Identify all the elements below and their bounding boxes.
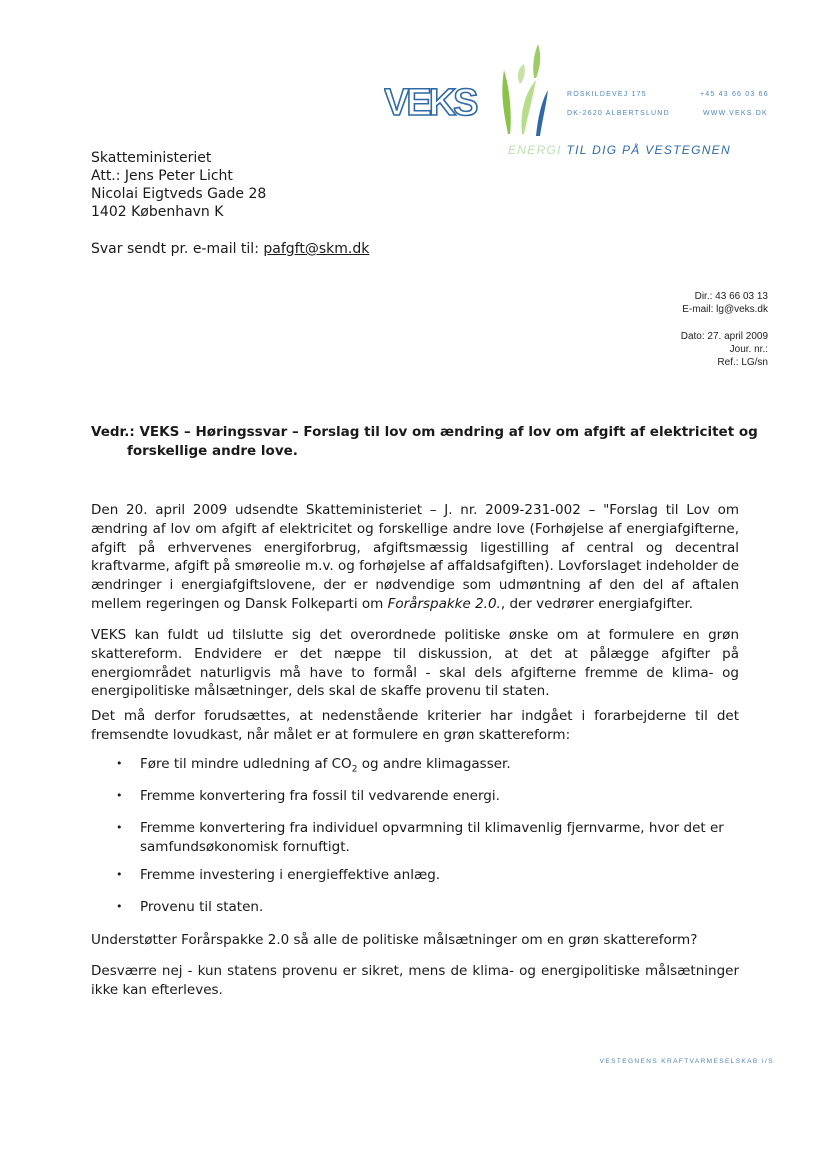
list-item [91,898,739,917]
recipient-street: Nicolai Eigtveds Gade 28 [91,186,267,202]
address-line-1: ROSKILDEVEJ 175 [567,91,647,98]
website: WWW.VEKS.DK [703,110,768,117]
footer-company-name: VESTEGNENS KRAFTVARMESELSKAB I/S [599,1058,774,1065]
recipient-city: 1402 København K [91,204,224,220]
bullet-1-text-a: Føre til mindre udledning af CO [140,756,352,772]
list-item [91,866,739,885]
recipient-name: Skatteministeriet [91,150,212,166]
list-item [91,819,739,857]
paragraph-1-start: Den 20. april 2009 udsendte Skatteministeriet – J. nr. 2009-231-002 – "Forslag til Lov om ændring af lov om afgift af elektricitet og forskellige andre love (Forhøjelse af energiafgifterne, afgift på erhvervenes energiforbrug, afgiftsmæssig ligestilling af central og decentral kraftvarme, afgift på smøreolie m.v. og forhøjelse af affaldsafgiften). Lovforslaget indeholder de ændringer i energiafgiftslovene, der er nødvendige som udmøntning af den del af aftalen mellem regeringen og Dansk Folkeparti om [91,502,739,612]
bullet-icon: • [116,900,123,913]
paragraph-3: Det må derfor forudsættes, at nedenstående kriterier har indgået i forarbejderne til det fremsendte lovudkast, når målet er at formulere en grøn skattereform: [91,708,739,743]
sender-email: E-mail: lg@veks.dk [682,304,768,315]
bullet-icon: • [116,789,123,802]
bullet-1-text-b: og andre klimagasser. [357,756,511,772]
paragraph-2: VEKS kan fuldt ud tilslutte sig det overordnede politiske ønske om at formulere en grøn skattereform. Endvidere er det næppe til diskussion, at det at pålægge afgifter på energiområdet naturligvis må have to formål - skal dels afgifterne fremme de klima- og energipolitiske målsætninger, dels skal de skaffe provenu til staten. [91,627,739,700]
recipient-attention: Att.: Jens Peter Licht [91,168,233,184]
bullet-icon: • [116,757,123,770]
paragraph-1-italic: Forårspakke 2.0. [387,595,501,612]
bullet-1-subscript: 2 [351,764,358,775]
paragraph-1-end: , der vedrører energiafgifter. [500,595,694,612]
question: Understøtter Forårspakke 2.0 så alle de politiske målsætninger om en grøn skattereform? [91,932,698,948]
letter-date: Dato: 27. april 2009 [680,331,768,342]
tagline-text: TIL DIG PÅ VESTEGNEN [566,143,731,157]
address-line-2: DK-2620 ALBERTSLUND [567,110,670,117]
list-item [91,787,739,806]
direct-phone: Dir.: 43 66 03 13 [694,291,768,302]
veks-logo [384,82,482,122]
answer: Desværre nej - kun statens provenu er sikret, mens de klima- og energipolitiske målsætninger ikke kan efterleves. [91,963,739,998]
veks-logo-text: VEKS [384,82,476,122]
bullet-icon: • [116,821,123,834]
list-item [91,755,739,779]
bullet-icon: • [116,868,123,881]
sent-via [91,240,369,258]
subject-line: Vedr.: VEKS – Høringssvar – Forslag til lov om ændring af lov om afgift af elektricitet og forskellige andre love. [91,424,758,459]
tagline-faded: ENERGI [508,143,562,157]
paragraph-1 [91,501,739,614]
phone: +45 43 66 03 66 [700,91,769,98]
bullet-5-text: Provenu til staten. [140,899,264,915]
leaf-logo-icon [498,44,552,136]
bullet-2-text: Fremme konvertering fra fossil til vedvarende energi. [140,788,500,804]
bullet-3-text: Fremme konvertering fra individuel opvarmning til klimavenlig fjernvarme, hvor det er samfundsøkonomisk fornuftigt. [140,820,724,855]
bullet-4-text: Fremme investering i energieffektive anlæg. [140,867,441,883]
recipient-email-link[interactable]: pafgft@skm.dk [263,241,370,257]
tagline [508,143,731,157]
reference: Ref.: LG/sn [717,357,768,368]
journal-number: Jour. nr.: [729,344,768,355]
sent-via-label: Svar sendt pr. e-mail til: [91,241,259,257]
